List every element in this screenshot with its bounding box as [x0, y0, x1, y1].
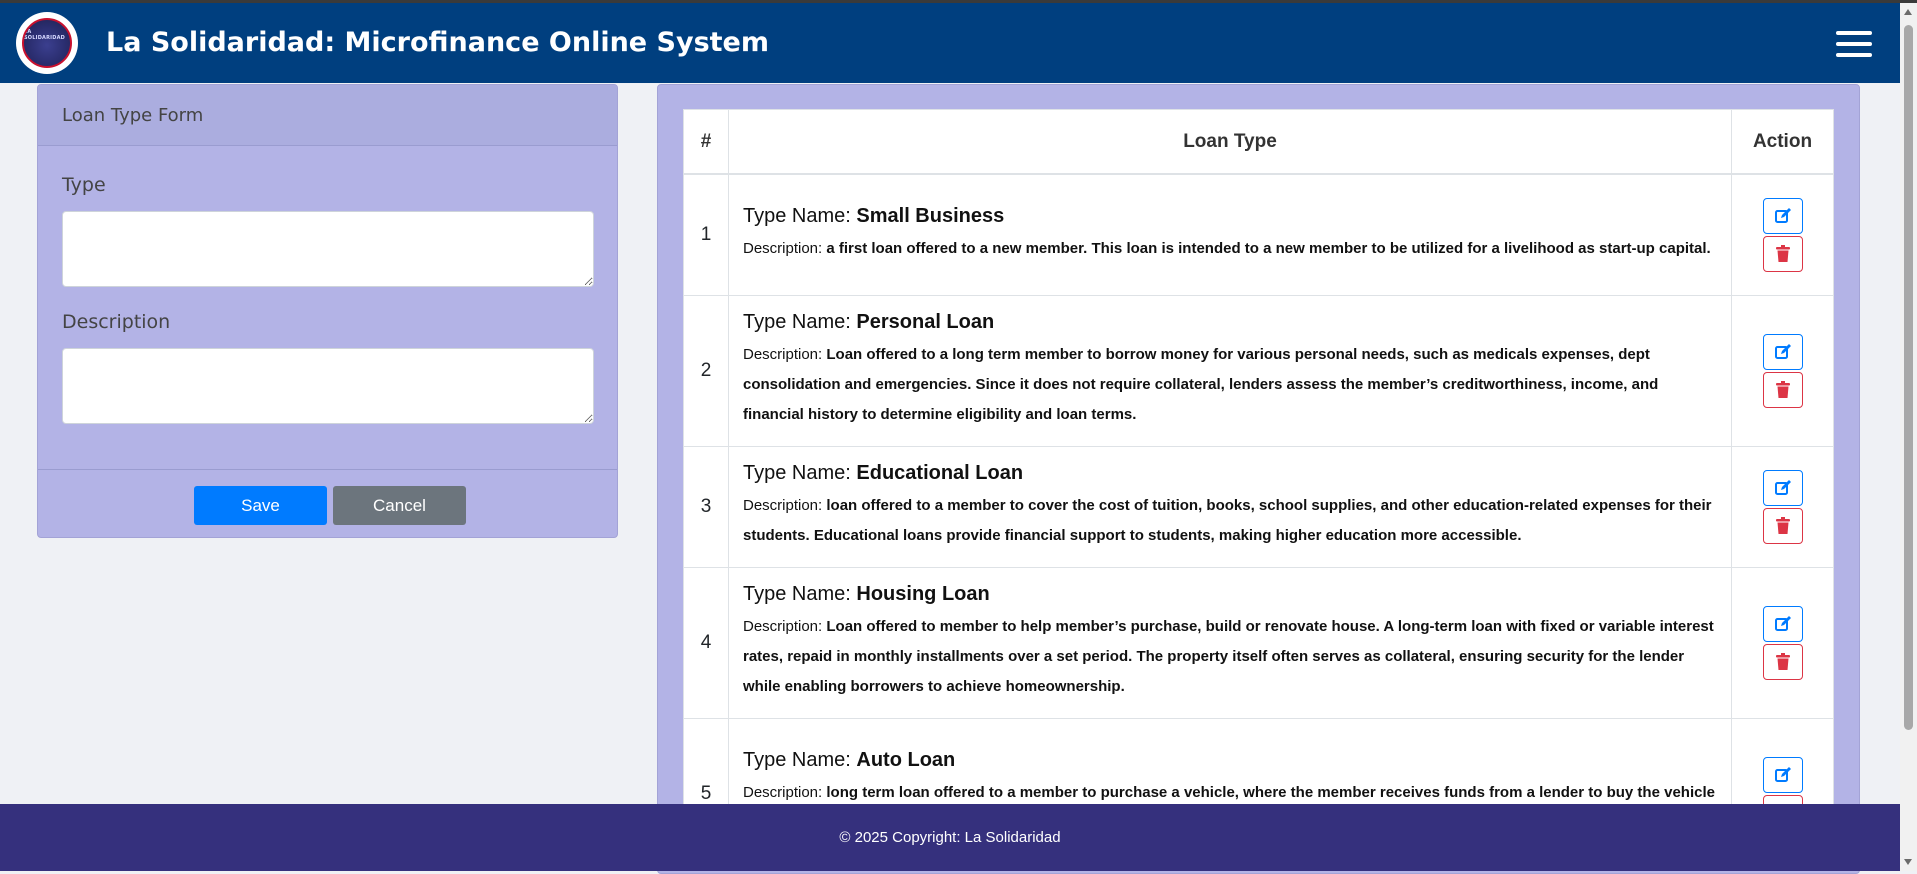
- scroll-down-arrow-icon[interactable]: [1904, 859, 1912, 865]
- delete-button[interactable]: [1763, 372, 1803, 408]
- row-number: 1: [684, 174, 729, 295]
- edit-button[interactable]: [1763, 757, 1803, 793]
- row-number: 5: [684, 718, 729, 869]
- type-name-prefix: Type Name:: [743, 205, 851, 228]
- trash-icon: [1775, 245, 1791, 263]
- copyright-text: © 2025 Copyright: La Solidaridad: [839, 829, 1061, 846]
- hamburger-menu-icon[interactable]: [1836, 31, 1872, 57]
- table-row: [684, 446, 1834, 567]
- edit-icon: [1774, 479, 1792, 497]
- description-prefix: Description:: [743, 346, 823, 363]
- description-prefix: Description:: [743, 618, 823, 635]
- delete-button[interactable]: [1763, 236, 1803, 272]
- table-header-row: [684, 110, 1834, 175]
- delete-button[interactable]: [1763, 644, 1803, 680]
- edit-button[interactable]: [1763, 606, 1803, 642]
- type-description: long term loan offered to a member to purchase a vehicle, where the member receives funds from a lender to buy the vehicle: [826, 784, 1715, 801]
- type-name: Housing Loan: [856, 583, 990, 605]
- edit-icon: [1774, 207, 1792, 225]
- loan-type-form-card: [37, 84, 618, 538]
- type-description: Loan offered to member to help member’s purchase, build or renovate house. A long-term loan with fixed or variable interest rates, repaid in monthly installments over a set period. The property itself often serves as collateral, ensuring security for the lender while enabling borrowers to achieve homeownership.: [743, 618, 1714, 695]
- loan-type-cell: [729, 295, 1732, 446]
- logo: [18, 14, 76, 72]
- logo-emblem: [22, 18, 72, 68]
- description-label: Description: [62, 311, 171, 333]
- row-number: 3: [684, 446, 729, 567]
- page-scrollbar[interactable]: [1900, 3, 1917, 871]
- edit-icon: [1774, 343, 1792, 361]
- save-button[interactable]: Save: [194, 486, 327, 525]
- trash-icon: [1775, 517, 1791, 535]
- app-title: La Solidaridad: Microfinance Online System: [106, 27, 769, 58]
- row-number: 2: [684, 295, 729, 446]
- type-name: Educational Loan: [856, 462, 1024, 484]
- loan-type-cell: [729, 567, 1732, 718]
- edit-button[interactable]: [1763, 334, 1803, 370]
- description-prefix: Description:: [743, 784, 823, 801]
- description-prefix: Description:: [743, 497, 823, 514]
- logo-text: LA SOLIDARIDAD: [24, 29, 65, 41]
- column-header-action: Action: [1732, 110, 1834, 175]
- action-cell: [1732, 446, 1834, 567]
- type-name-prefix: Type Name:: [743, 311, 851, 333]
- type-name: Personal Loan: [856, 311, 995, 333]
- type-name-prefix: Type Name:: [743, 583, 851, 605]
- type-name: Small Business: [856, 205, 1005, 228]
- edit-button[interactable]: [1763, 470, 1803, 506]
- loan-types-table: [683, 109, 1834, 870]
- table-row: [684, 174, 1834, 295]
- table-row: [684, 295, 1834, 446]
- type-input[interactable]: [62, 211, 594, 287]
- column-header-number: #: [684, 110, 729, 175]
- top-navbar: [0, 3, 1900, 83]
- description-input[interactable]: [62, 348, 594, 424]
- action-cell: [1732, 295, 1834, 446]
- loan-type-cell: [729, 446, 1732, 567]
- action-cell: [1732, 174, 1834, 295]
- action-cell: [1732, 567, 1834, 718]
- scrollbar-thumb[interactable]: [1904, 25, 1913, 730]
- trash-icon: [1775, 653, 1791, 671]
- form-footer: [38, 469, 617, 539]
- loan-type-cell: [729, 174, 1732, 295]
- form-title: Loan Type Form: [38, 85, 617, 146]
- type-name-prefix: Type Name:: [743, 462, 851, 484]
- edit-button[interactable]: [1763, 198, 1803, 234]
- edit-icon: [1774, 615, 1792, 633]
- type-name-prefix: Type Name:: [743, 749, 851, 771]
- delete-button[interactable]: [1763, 508, 1803, 544]
- row-number: 4: [684, 567, 729, 718]
- table-row: [684, 567, 1834, 718]
- type-description: loan offered to a member to cover the cost of tuition, books, school supplies, and other education-related expenses for their students. Educational loans provide financial support to students, making higher education more accessible.: [743, 497, 1712, 544]
- scroll-up-arrow-icon[interactable]: [1904, 9, 1912, 15]
- edit-icon: [1774, 766, 1792, 784]
- page-footer: [0, 804, 1900, 871]
- type-description: a first loan offered to a new member. This loan is intended to a new member to be utilized for a livelihood as start-up capital.: [826, 240, 1711, 258]
- type-label: Type: [62, 174, 106, 196]
- type-name: Auto Loan: [856, 749, 956, 771]
- cancel-button[interactable]: Cancel: [333, 486, 466, 525]
- type-description: Loan offered to a long term member to borrow money for various personal needs, such as medicals expenses, dept consolidation and emergencies. Since it does not require collateral, lenders assess the member’s creditworthiness, income, and financial history to determine eligibility and loan terms.: [743, 346, 1659, 423]
- loan-types-table-card: [657, 84, 1860, 874]
- description-prefix: Description:: [743, 240, 823, 258]
- column-header-loan-type: Loan Type: [729, 110, 1732, 175]
- trash-icon: [1775, 381, 1791, 399]
